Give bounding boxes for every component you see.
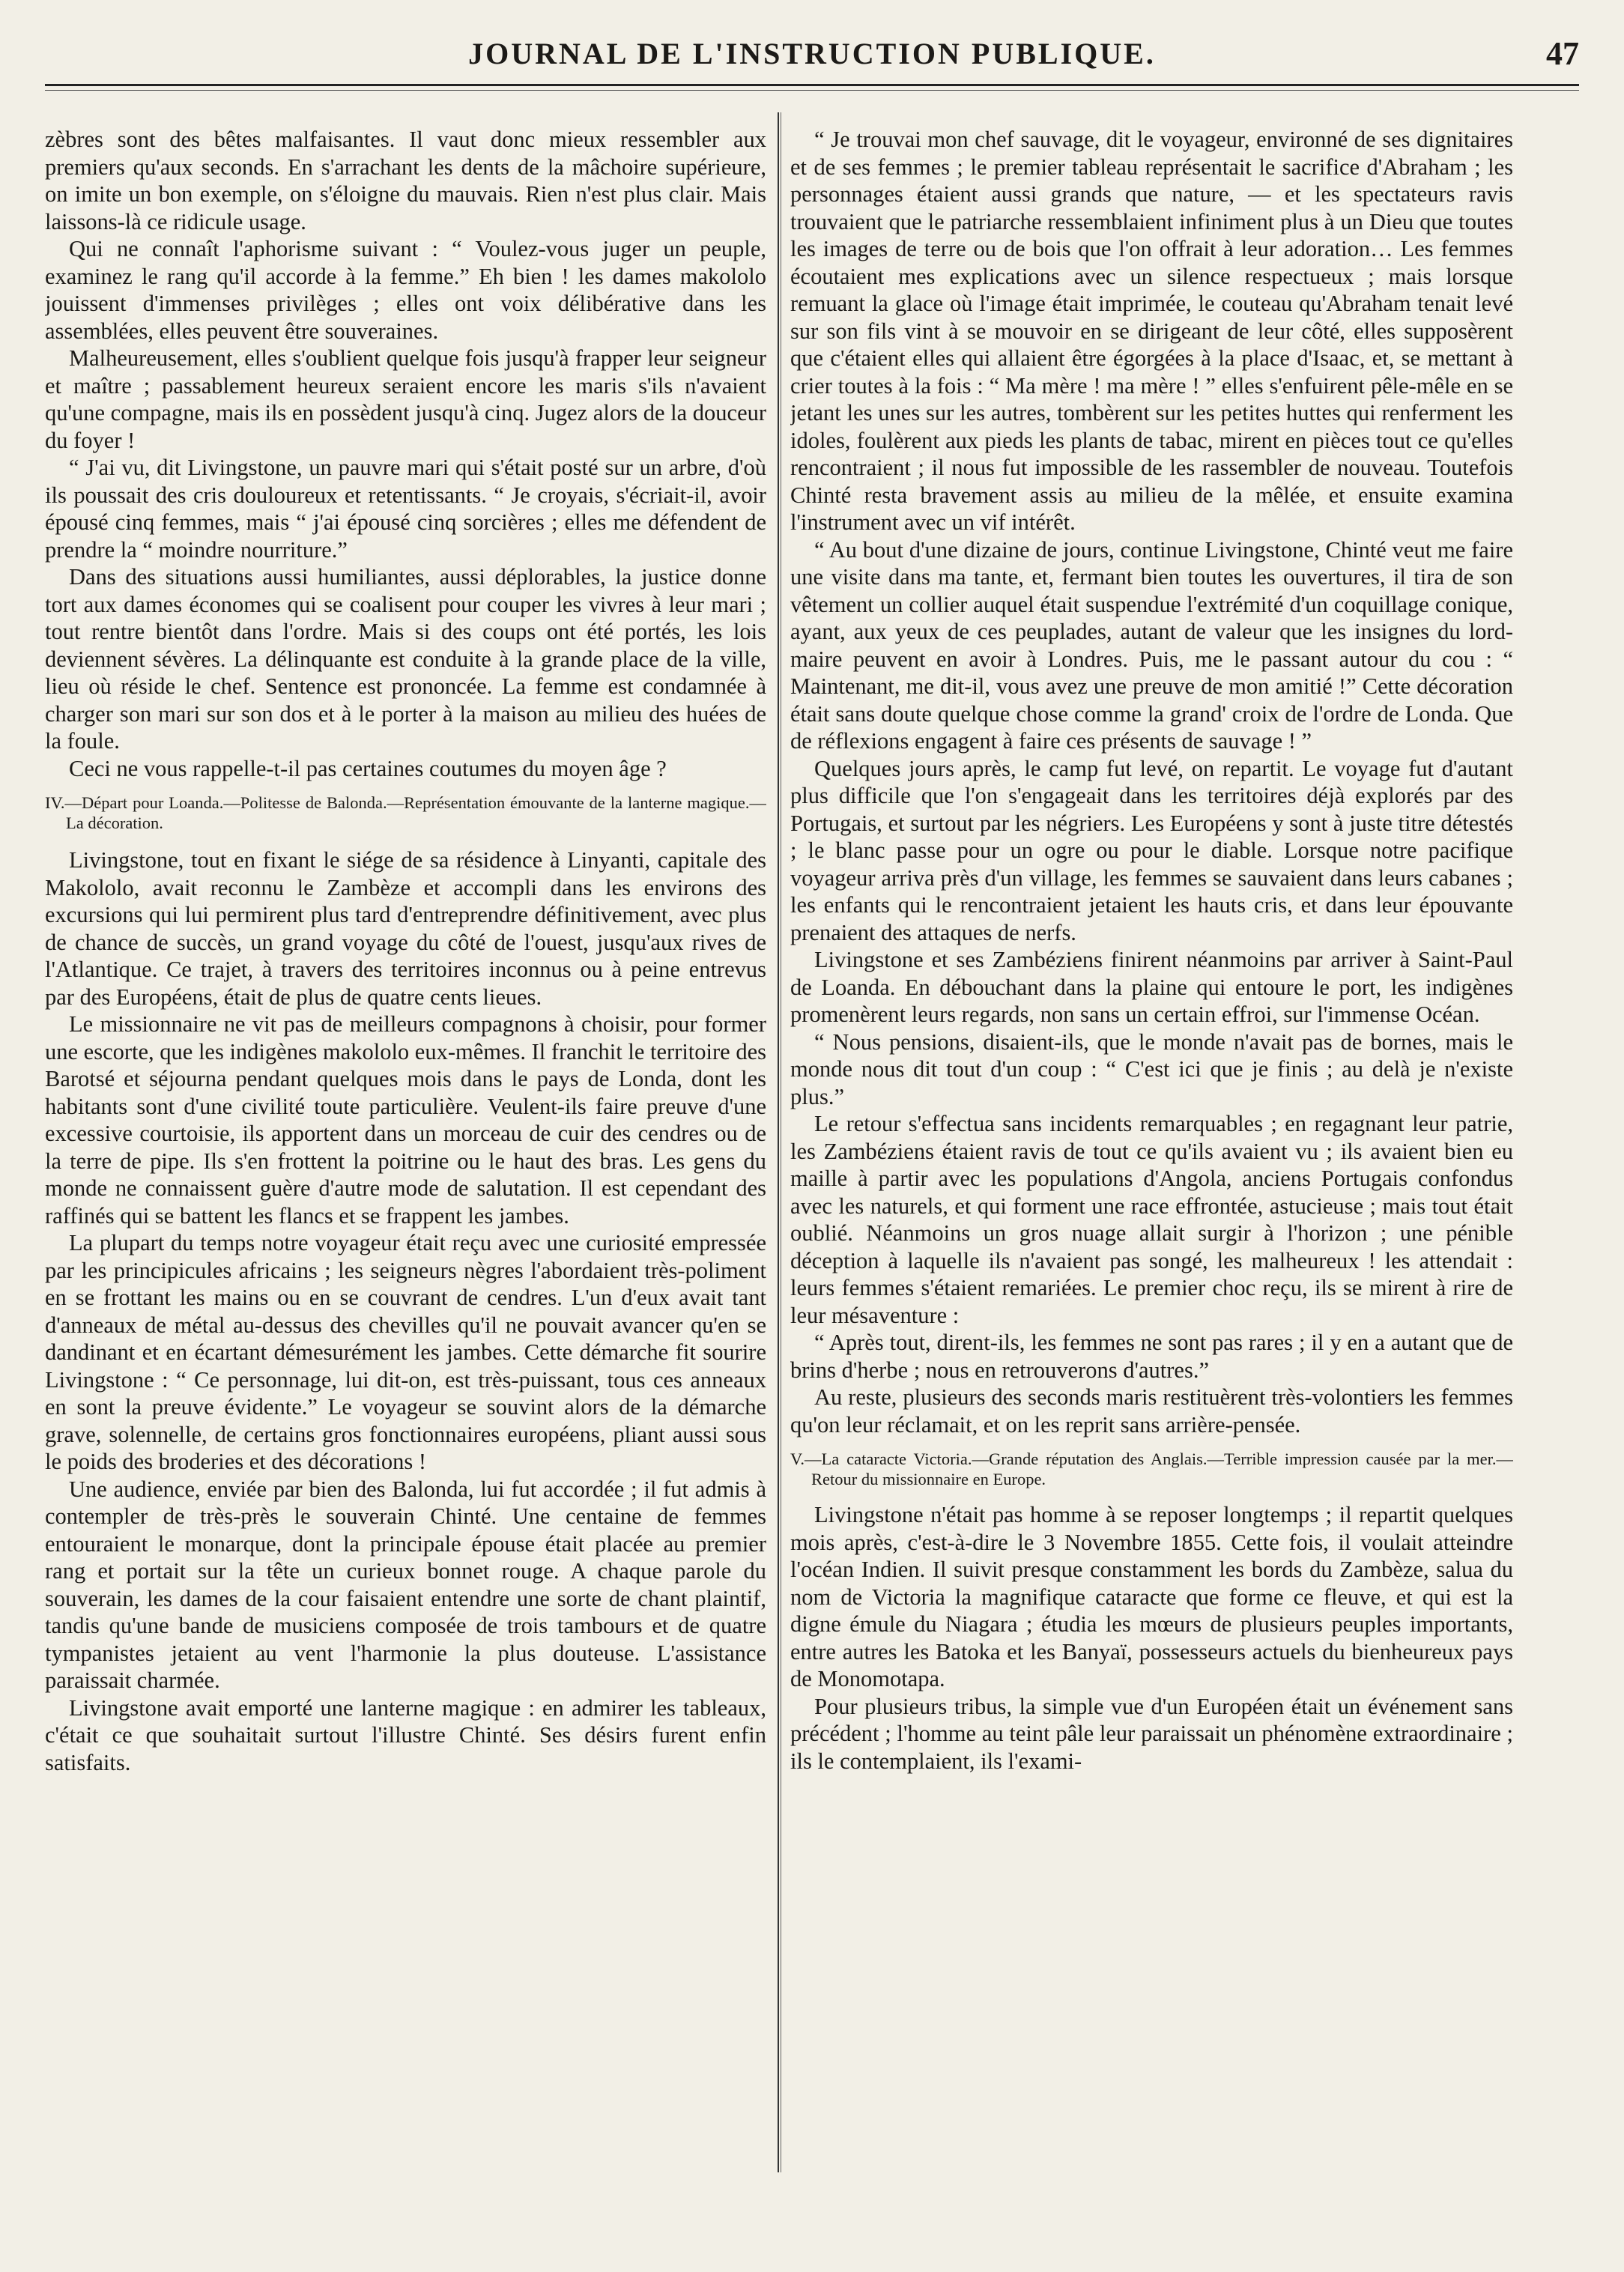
paragraph: Dans des situations aussi humiliantes, aussi déplorables, la justice donne tort aux dames économes qui se coalisent pour couper les vivres à leur mari ; tout rentre bientôt dans l'ordre. Mais si des coups ont été portés, les lois deviennent sévères. La délinquante est conduite à la grande place de la ville, lieu où réside le chef. Sentence est prononcée. La femme est condamnée à charger son mari sur son dos et à le porter à la maison au milieu des huées de la foule. (45, 564, 766, 754)
paragraph: “ Au bout d'une dizaine de jours, continue Livingstone, Chinté veut me faire une visite dans ma tante, et, fermant bien toutes les ouvertures, il tira de son vêtement un collier auquel était suspendue l'extrémité d'un coquillage conique, ayant, aux yeux de ces peuplades, autant de valeur que les insignes du lord-maire peuvent en avoir à Londres. Puis, me le passant autour du cou : “ Maintenant, me dit-il, vous avez une preuve de mon amitié !” Cette décoration était sans doute quelque chose comme la grand' croix de l'ordre de Londa. Que de réflexions engagent à faire ces présents de sauvage ! ” (790, 536, 1513, 754)
section-heading-v: V.—La cataracte Victoria.—Grande réputation des Anglais.—Terrible impression causée par la mer.—Retour du missionnaire en Europe. (790, 1449, 1513, 1488)
paragraph: Le retour s'effectua sans incidents remarquables ; en regagnant leur patrie, les Zambéziens étaient ravis de tout ce qu'ils avaient vu ; ils avaient bien eu maille à partir avec les populations d'Angola, anciens Portugais confondus avec les naturels, et qui forment une race effrontée, astucieuse ; mais tout était oublié. Néanmoins un gros nuage allait surgir à l'horizon ; une pénible déception à laquelle ils n'avaient pas songé, les malheureux ! les attendait : leurs femmes s'étaient remariées. Le premier choc reçu, ils se mirent à rire de leur mésaventure : (790, 1111, 1513, 1328)
page-number: 47 (1546, 35, 1579, 72)
page-header (45, 30, 1579, 82)
journal-title: JOURNAL DE L'INSTRUCTION PUBLIQUE. (468, 37, 1156, 70)
paragraph: Livingstone avait emporté une lanterne magique : en admirer les tableaux, c'était ce que souhaitait surtout l'illustre Chinté. Ses désirs furent enfin satisfaits. (45, 1694, 766, 1775)
paragraph: Livingstone, tout en fixant le siége de sa résidence à Linyanti, capitale des Makololo, avait reconnu le Zambèze et accompli dans les environs des excursions qui lui permirent plus tard d'entreprendre définitivement, avec plus de chance de succès, un grand voyage du côté de l'ouest, jusqu'aux rives de l'Atlantique. Ce trajet, à travers des territoires inconnus ou à peine entrevus par des Européens, était de plus de quatre cents lieues. (45, 847, 766, 1010)
paragraph: Au reste, plusieurs des seconds maris restituèrent très-volontiers les femmes qu'on leur réclamait, et on les reprit sans arrière-pensée. (790, 1384, 1513, 1438)
column-divider (778, 112, 779, 2172)
paragraph: Livingstone n'était pas homme à se reposer longtemps ; il repartit quelques mois après, c'est-à-dire le 3 Novembre 1855. Cette fois, il voulait atteindre l'océan Indien. Il suivit presque constamment les bords du Zambèze, salua du nom de Victoria la magnifique cataracte que forme ce fleuve, et qui est la digne émule du Niagara ; étudia les mœurs de plusieurs peuples importants, entre autres les Batoka et les Banyaï, possesseurs actuels du bienheureux pays de Monomotapa. (790, 1502, 1513, 1691)
paragraph: Quelques jours après, le camp fut levé, on repartit. Le voyage fut d'autant plus difficile que l'on s'engageait dans les territoires déjà explorés par des Portugais, et surtout par les négriers. Les Européens y sont à juste titre détestés ; le blanc passe pour un ogre ou pour le diable. Lorsque notre pacifique voyageur arriva près d'un village, les femmes se sauvaient dans leurs cabanes ; les enfants qui le rencontraient jetaient les hauts cris, et dans leur épouvante prenaient des attaques de nerfs. (790, 755, 1513, 945)
left-column (45, 126, 766, 2193)
paragraph: “ Je trouvai mon chef sauvage, dit le voyageur, environné de ses dignitaires et de ses femmes ; le premier tableau représentait le sacrifice d'Abraham ; les personnages étaient aussi grands que nature, — et les spectateurs ravis trouvaient que le patriarche ressemblaient infiniment plus à un Dieu que toutes les images de terre ou de bois que l'on offrait à leur adoration… Les femmes écoutaient mes explications avec un silence respectueux ; mais lorsque remuant la glace où l'image était imprimée, le couteau qu'Abraham tenait levé sur son fils vint à se mouvoir en se dirigeant de leur côté, elles supposèrent que c'étaient elles qui allaient être égorgées à la place d'Isaac, et, se mettant à crier toutes à la fois : “ Ma mère ! ma mère ! ” elles s'enfuirent pêle-mêle en se jetant les unes sur les autres, tombèrent sur les petites huttes qui renferment les idoles, foulèrent aux pieds les plants de tabac, mirent en pièces tout ce qu'elles rencontraient ; il nous fut impossible de les rassembler de nouveau. Toutefois Chinté resta bravement assis au milieu de la mêlée, et ensuite examina l'instrument avec un vif intérêt. (790, 127, 1513, 535)
paragraph: La plupart du temps notre voyageur était reçu avec une curiosité empressée par les principicules africains ; les seigneurs nègres l'abordaient très-poliment en se frottant les mains ou en se couvrant de cendres. L'un d'eux avait tant d'anneaux de métal au-dessus des chevilles qu'il ne pouvait avancer qu'en se dandinant et en écartant démesurément les jambes. Cette démarche fit sourire Livingstone : “ Ce personnage, lui dit-on, est très-puissant, tous ces anneaux en sont la preuve évidente.” Le voyageur se souvint alors de la démarche grave, solennelle, de certains gros fonctionnaires européens, pliant aussi sous le poids des broderies et des décorations ! (45, 1230, 766, 1474)
paragraph: Le missionnaire ne vit pas de meilleurs compagnons à choisir, pour former une escorte, que les indigènes makololo eux-mêmes. Il franchit le territoire des Barotsé et séjourna pendant quelques mois dans le pays de Londa, dont les habitants sont d'une civilité toute particulière. Veulent-ils faire preuve d'une excessive courtoisie, ils apportent dans un morceau de cuir des cendres ou de la terre de pipe. Ils s'en frottent la poitrine ou le haut des bras. Les gens du monde ne connaissent guère d'autre mode de salutation. Il est cependant des raffinés qui se battent les flancs et se frappent les jambes. (45, 1011, 766, 1229)
paragraph: “ J'ai vu, dit Livingstone, un pauvre mari qui s'était posté sur un arbre, d'où ils poussait des cris douloureux et retentissants. “ Je croyais, s'écriait-il, avoir épousé cinq femmes, mais “ j'ai épousé cinq sorcières ; elles me défendent de prendre la “ moindre nourriture.” (45, 455, 766, 563)
paragraph: Malheureusement, elles s'oublient quelque fois jusqu'à frapper leur seigneur et maître ; passablement heureux seraient encore les maris s'ils n'avaient qu'une compagne, mais ils en possèdent jusqu'à cinq. Jugez alors de la douceur du foyer ! (45, 345, 766, 453)
right-column (790, 126, 1513, 2193)
paragraph: “ Après tout, dirent-ils, les femmes ne sont pas rares ; il y en a autant que de brins d'herbe ; nous en retrouverons d'autres.” (790, 1330, 1513, 1383)
paragraph: Ceci ne vous rappelle-t-il pas certaines coutumes du moyen âge ? (69, 755, 667, 781)
section-heading-iv: IV.—Départ pour Loanda.—Politesse de Balonda.—Représentation émouvante de la lanterne magique.—La décoration. (45, 793, 766, 832)
header-rule-thin (45, 90, 1579, 91)
paragraph: Pour plusieurs tribus, la simple vue d'un Européen était un événement sans précédent ; l'homme au teint pâle leur paraissait un phénomène extraordinaire ; ils le contemplaient, ils l'exami- (790, 1693, 1513, 1774)
paragraph: zèbres sont des bêtes malfaisantes. Il vaut donc mieux ressembler aux premiers qu'aux seconds. En s'arrachant les dents de la mâchoire supérieure, on imite un bon exemple, on s'éloigne du mauvais. Rien n'est plus clair. Mais laissons-là ce ridicule usage. (45, 127, 766, 234)
paragraph: Qui ne connaît l'aphorisme suivant : “ Voulez-vous juger un peuple, examinez le rang qu'il accorde à la femme.” Eh bien ! les dames makololo jouissent d'immenses privilèges ; elles ont voix délibérative dans les assemblées, elles peuvent être souveraines. (45, 236, 766, 344)
header-rule (45, 84, 1579, 86)
paragraph: “ Nous pensions, disaient-ils, que le monde n'avait pas de bornes, mais le monde nous dit tout d'un coup : “ C'est ici que je finis ; au delà je n'existe plus.” (790, 1029, 1513, 1109)
paragraph: Livingstone et ses Zambéziens finirent néanmoins par arriver à Saint-Paul de Loanda. En débouchant dans la plaine qui entoure le port, les indigènes promenèrent leurs regards, non sans un certain effroi, sur l'immense Océan. (790, 947, 1513, 1027)
paragraph: Une audience, enviée par bien des Balonda, lui fut accordée ; il fut admis à contempler de très-près le souverain Chinté. Une centaine de femmes entouraient le monarque, dont la principale épouse était placée au premier rang et portait sur la tête un curieux bonnet rouge. A chaque parole du souverain, les dames de la cour faisaient entendre une sorte de chant plaintif, tandis qu'une bande de musiciens composée de trois tambours et de quatre tympanistes jetaient au vent l'harmonie la plus douteuse. L'assistance paraissait charmée. (45, 1476, 766, 1693)
